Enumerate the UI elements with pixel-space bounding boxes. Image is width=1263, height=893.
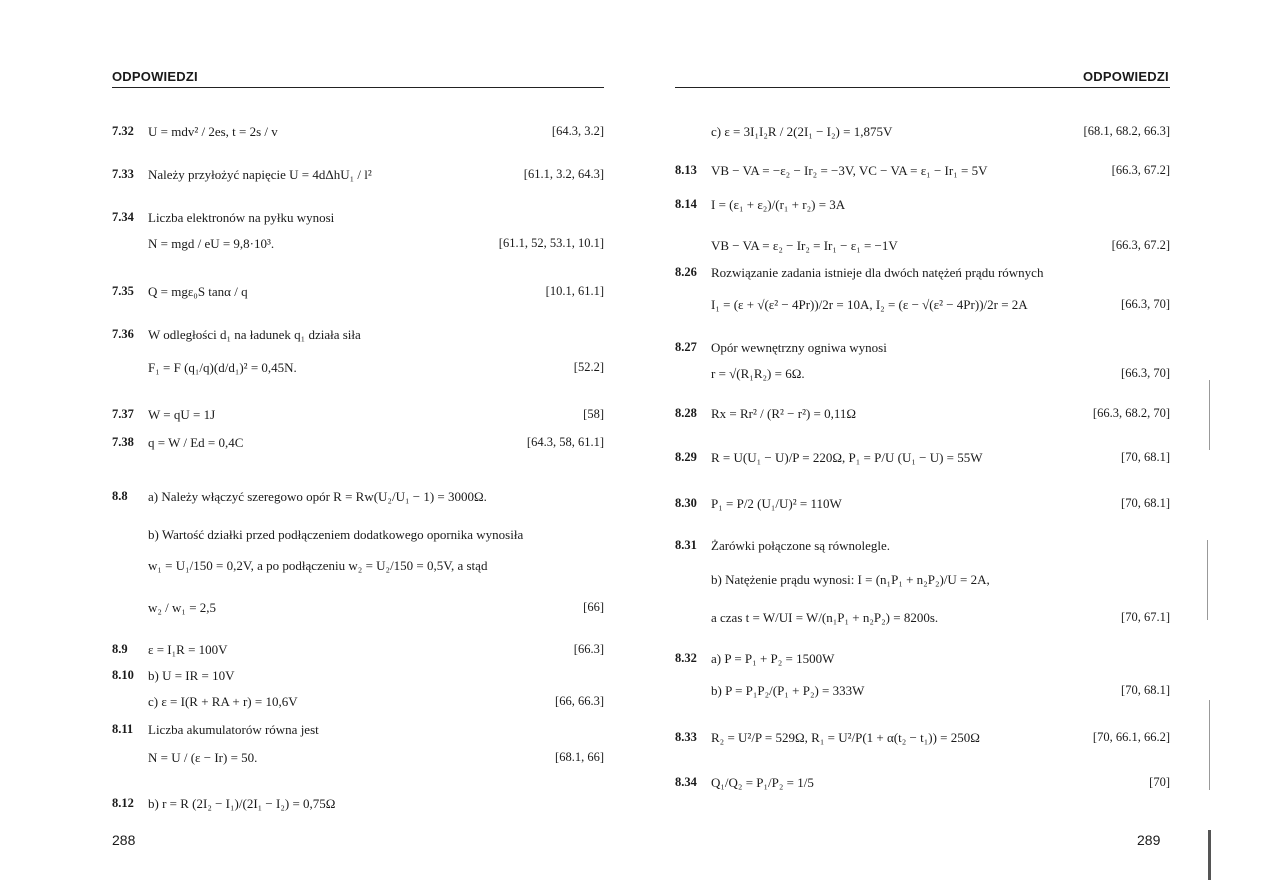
answer-text: c) ε = I(R + RA + r) = 10,6V <box>148 694 298 709</box>
left-page-number: 288 <box>112 832 136 848</box>
answer-text: I₁ = (ε + √(ε² − 4Pr))/2r = 10A, I₂ = (ε − √(ε² − 4Pr))/2r = 2A <box>711 297 1028 312</box>
answer-number: 8.10 <box>112 668 134 682</box>
reference-list: [66.3, 70] <box>1121 297 1170 311</box>
answer-number: 8.33 <box>675 730 697 744</box>
answer-text: a czas t = W/UI = W/(n₁P₁ + n₂P₂) = 8200s. <box>711 610 939 625</box>
answer-number: 8.13 <box>675 163 697 177</box>
reference-list: [52.2] <box>573 360 604 374</box>
answer-text: b) P = P₁P₂/(P₁ + P₂) = 333W <box>711 683 865 698</box>
right-running-header: ODPOWIEDZI <box>1083 69 1169 84</box>
answer-text: Rx = Rr² / (R² − r²) = 0,11Ω <box>711 406 857 421</box>
scan-edge-mark <box>1207 540 1208 620</box>
answer-number: 8.8 <box>112 489 128 503</box>
answer-text: Q = mgε₀S tanα / q <box>148 284 248 299</box>
scan-edge-mark <box>1208 830 1211 880</box>
answer-text: ε = I₁R = 100V <box>148 642 228 657</box>
reference-list: [64.3, 58, 61.1] <box>526 435 604 449</box>
answer-text: Liczba akumulatorów równa jest <box>148 722 319 737</box>
answer-text: Rozwiązanie zadania istnieje dla dwóch natężeń prądu równych <box>711 265 1044 280</box>
reference-list: [70, 66.1, 66.2] <box>1092 730 1170 744</box>
answer-text: Żarówki połączone są równolegle. <box>711 538 891 553</box>
reference-list: [66] <box>583 600 604 614</box>
answer-text: U = mdv² / 2es, t = 2s / v <box>148 124 278 139</box>
reference-list: [61.1, 52, 53.1, 10.1] <box>498 236 604 250</box>
reference-list: [68.1, 68.2, 66.3] <box>1083 124 1170 138</box>
answer-text: W odległości d₁ na ładunek q₁ działa siła <box>148 327 361 342</box>
reference-list: [66.3, 67.2] <box>1111 238 1170 252</box>
left-running-header: ODPOWIEDZI <box>112 69 198 84</box>
answer-text: VB − VA = −ε₂ − Ir₂ = −3V, VC − VA = ε₁ − Ir₁ = 5V <box>711 163 988 178</box>
answer-text: N = U / (ε − Ir) = 50. <box>148 750 258 765</box>
answer-number: 8.14 <box>675 197 697 211</box>
answer-text: b) U = IR = 10V <box>148 668 235 683</box>
answer-text: b) r = R (2I₂ − I₁)/(2I₁ − I₂) = 0,75Ω <box>148 796 336 811</box>
answer-text: Opór wewnętrzny ogniwa wynosi <box>711 340 887 355</box>
answer-number: 8.28 <box>675 406 697 420</box>
answer-number: 8.32 <box>675 651 697 665</box>
reference-list: [70, 67.1] <box>1121 610 1170 624</box>
reference-list: [66.3, 67.2] <box>1111 163 1170 177</box>
answer-number: 8.9 <box>112 642 128 656</box>
answer-text: b) Wartość działki przed podłączeniem dodatkowego opornika wynosiła <box>148 527 524 542</box>
answer-number: 8.30 <box>675 496 697 510</box>
reference-list: [70, 68.1] <box>1121 450 1170 464</box>
reference-list: [66.3, 70] <box>1121 366 1170 380</box>
answer-text: Liczba elektronów na pyłku wynosi <box>148 210 335 225</box>
answer-number: 8.11 <box>112 722 134 736</box>
answer-text: q = W / Ed = 0,4C <box>148 435 244 450</box>
reference-list: [70, 68.1] <box>1121 683 1170 697</box>
answer-text: N = mgd / eU = 9,8·10³. <box>148 236 275 251</box>
answer-text: W = qU = 1J <box>148 407 216 422</box>
reference-list: [66, 66.3] <box>555 694 604 708</box>
answer-text: I = (ε₁ + ε₂)/(r₁ + r₂) = 3A <box>711 197 846 212</box>
answer-number: 7.37 <box>112 407 134 421</box>
reference-list: [66.3] <box>573 642 604 656</box>
answer-number: 7.35 <box>112 284 134 298</box>
answer-number: 7.36 <box>112 327 134 341</box>
answer-text: a) Należy włączyć szeregowo opór R = Rw(U₂/U₁ − 1) = 3000Ω. <box>148 489 487 504</box>
answer-number: 7.32 <box>112 124 134 138</box>
reference-list: [64.3, 3.2] <box>551 124 604 138</box>
answer-text: F₁ = F (q₁/q)(d/d₁)² = 0,45N. <box>148 360 297 375</box>
left-page <box>0 0 631 893</box>
answer-text: w₂ / w₁ = 2,5 <box>148 600 217 615</box>
answer-text: a) P = P₁ + P₂ = 1500W <box>711 651 835 666</box>
reference-list: [58] <box>583 407 604 421</box>
reference-list: [70] <box>1149 775 1170 789</box>
answer-text: R₂ = U²/P = 529Ω, R₁ = U²/P(1 + α(t₂ − t₁)) = 250Ω <box>711 730 980 745</box>
answer-number: 7.34 <box>112 210 134 224</box>
reference-list: [70, 68.1] <box>1121 496 1170 510</box>
answer-text: r = √(R₁R₂) = 6Ω. <box>711 366 805 381</box>
answer-text: c) ε = 3I₁I₂R / 2(2I₁ − I₂) = 1,875V <box>711 124 893 139</box>
answer-number: 8.27 <box>675 340 697 354</box>
answer-number: 8.31 <box>675 538 697 552</box>
reference-list: [68.1, 66] <box>555 750 604 764</box>
answer-text: VB − VA = ε₂ − Ir₂ = Ir₁ − ε₁ = −1V <box>711 238 898 253</box>
answer-text: b) Natężenie prądu wynosi: I = (n₁P₁ + n₂P₂)/U = 2A, <box>711 572 990 587</box>
answer-text: P₁ = P/2 (U₁/U)² = 110W <box>711 496 842 511</box>
answer-number: 8.12 <box>112 796 134 810</box>
reference-list: [10.1, 61.1] <box>545 284 604 298</box>
answer-number: 8.29 <box>675 450 697 464</box>
scan-edge-mark <box>1209 700 1210 790</box>
left-header-rule <box>112 87 604 88</box>
right-page-number: 289 <box>1137 832 1161 848</box>
right-page <box>631 0 1263 893</box>
answer-number: 7.38 <box>112 435 134 449</box>
answer-number: 7.33 <box>112 167 134 181</box>
answer-text: Q₁/Q₂ = P₁/P₂ = 1/5 <box>711 775 814 790</box>
answer-text: Należy przyłożyć napięcie U = 4dΔhU₁ / l² <box>148 167 372 182</box>
answer-text: w₁ = U₁/150 = 0,2V, a po podłączeniu w₂ = U₂/150 = 0,5V, a stąd <box>148 558 488 573</box>
reference-list: [66.3, 68.2, 70] <box>1092 406 1170 420</box>
answer-number: 8.34 <box>675 775 697 789</box>
right-header-rule <box>675 87 1170 88</box>
reference-list: [61.1, 3.2, 64.3] <box>523 167 604 181</box>
answer-number: 8.26 <box>675 265 697 279</box>
scan-edge-mark <box>1209 380 1210 450</box>
answer-text: R = U(U₁ − U)/P = 220Ω, P₁ = P/U (U₁ − U) = 55W <box>711 450 983 465</box>
